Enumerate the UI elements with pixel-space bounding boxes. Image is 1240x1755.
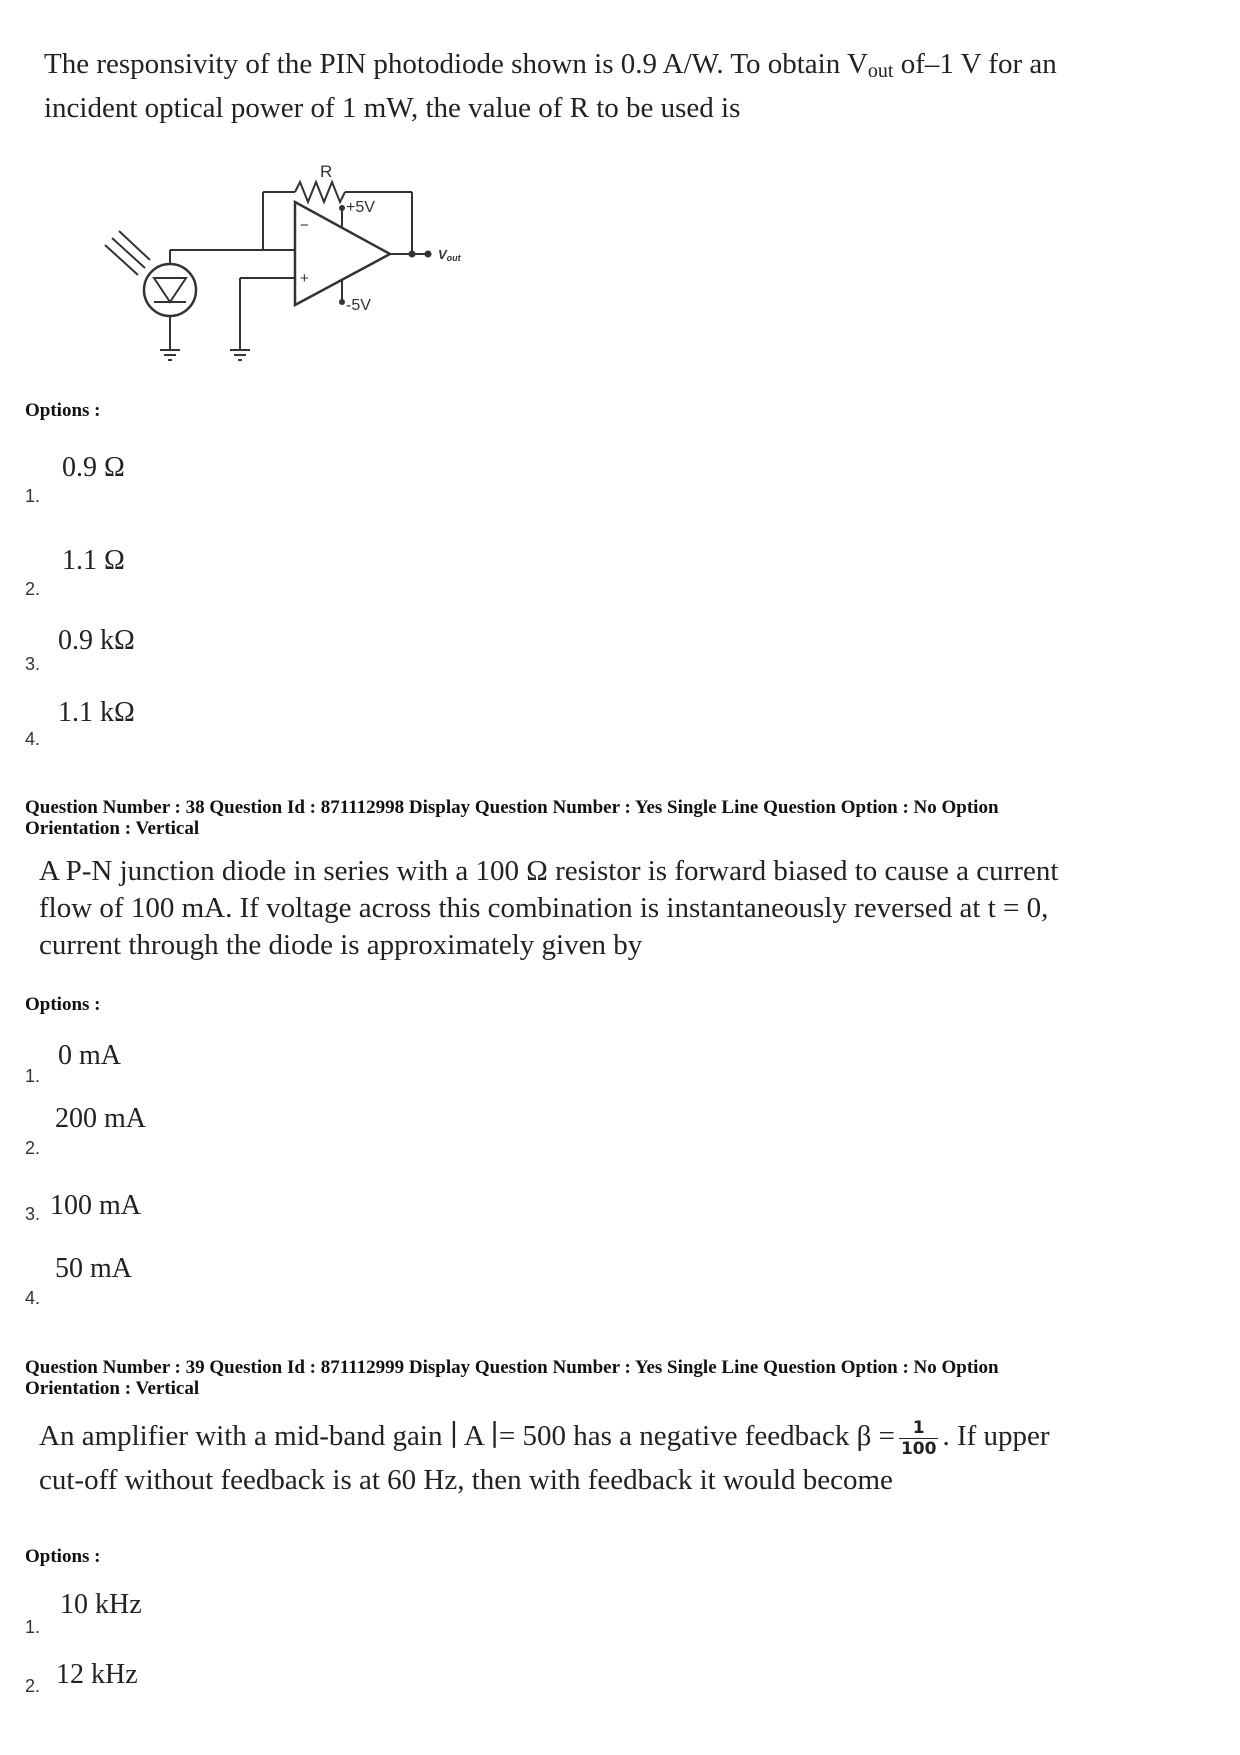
q37-option-4-text[interactable]: 1.1 kΩ (58, 697, 135, 728)
photodiode-triangle (154, 278, 186, 302)
q39-option-2-number: 2. (25, 1676, 41, 1696)
q39-line-1: An amplifier with a mid-band gain ∣ A ∣= 500 has a negative feedback β = $\frac{1}{100}$ . If upper (39, 1417, 1050, 1459)
output-label: Vout (438, 247, 461, 263)
q39-option-2-text[interactable]: 12 kHz (56, 1659, 138, 1690)
q37-option-4-number: 4. (25, 729, 41, 749)
q39-meta-line-1: Question Number : 39 Question Id : 871112999 Display Question Number : Yes Single Line Question Option : No Option (25, 1357, 999, 1378)
q37-line-1: The responsivity of the PIN photodiode shown is 0.9 A/W. To obtain $V_{out}$ of–1 V for an (44, 48, 1057, 82)
resistor-r (295, 182, 345, 202)
q39-beta-fraction: $\frac{1}{100}$ (900, 1417, 937, 1459)
q38-option-1-text[interactable]: 0 mA (58, 1040, 121, 1071)
q37-option-2-number: 2. (25, 579, 41, 599)
photodiode-circle (144, 264, 196, 316)
q38-option-1-number: 1. (25, 1066, 41, 1086)
q38-line-2: flow of 100 mA. If voltage across this combination is instantaneously reversed at t = 0, (39, 892, 1049, 924)
q38-option-3-number: 3. (25, 1204, 41, 1224)
q38-option-4-text[interactable]: 50 mA (55, 1253, 132, 1284)
inverting-input-sign: − (300, 217, 309, 234)
q38-line-3: current through the diode is approximately given by (39, 929, 643, 961)
q38-options-label: Options : (25, 994, 101, 1015)
q37-option-1-text[interactable]: 0.9 Ω (62, 452, 125, 483)
pin-photodiode-circuit-diagram (90, 150, 510, 375)
q37-option-3-text[interactable]: 0.9 kΩ (58, 625, 135, 656)
q37-option-1-number: 1. (25, 486, 41, 506)
resistor-label: R (320, 162, 333, 181)
q38-option-4-number: 4. (25, 1288, 41, 1308)
q39-metadata (25, 1357, 1225, 1399)
q39-line-2: cut-off without feedback is at 60 Hz, then with feedback it would become (39, 1464, 893, 1496)
q37-question-text (44, 46, 1194, 127)
light-ray-3 (119, 231, 150, 260)
q38-line-1: A P-N junction diode in series with a 100 Ω resistor is forward biased to cause a current (39, 855, 1059, 887)
output-junction-dot (409, 251, 416, 258)
q39-question-text (39, 1410, 1229, 1499)
q37-option-2-text[interactable]: 1.1 Ω (62, 545, 125, 576)
q38-option-2-text[interactable]: 200 mA (55, 1103, 146, 1134)
q39-option-1-text[interactable]: 10 kHz (60, 1589, 142, 1620)
q38-option-2-number: 2. (25, 1138, 41, 1158)
q37-option-3-number: 3. (25, 654, 41, 674)
output-terminal-dot (425, 251, 432, 258)
q38-question-text (39, 853, 1219, 964)
q39-option-1-number: 1. (25, 1617, 41, 1637)
pos-supply-label: +5V (346, 199, 375, 216)
q39-options-label: Options : (25, 1546, 101, 1567)
light-ray-2 (112, 238, 145, 268)
light-ray-1 (105, 245, 138, 275)
q38-meta-line-2: Orientation : Vertical (25, 818, 200, 839)
non-inverting-input-sign: + (300, 270, 309, 287)
q37-options-label: Options : (25, 400, 101, 421)
neg-supply-label: -5V (346, 297, 371, 314)
q38-metadata (25, 797, 1225, 839)
q37-line-2: incident optical power of 1 mW, the value of R to be used is (44, 92, 741, 124)
q38-meta-line-1: Question Number : 38 Question Id : 871112998 Display Question Number : Yes Single Line Question Option : No Option (25, 797, 999, 818)
q38-option-3-text[interactable]: 100 mA (50, 1190, 141, 1221)
q39-meta-line-2: Orientation : Vertical (25, 1378, 200, 1399)
